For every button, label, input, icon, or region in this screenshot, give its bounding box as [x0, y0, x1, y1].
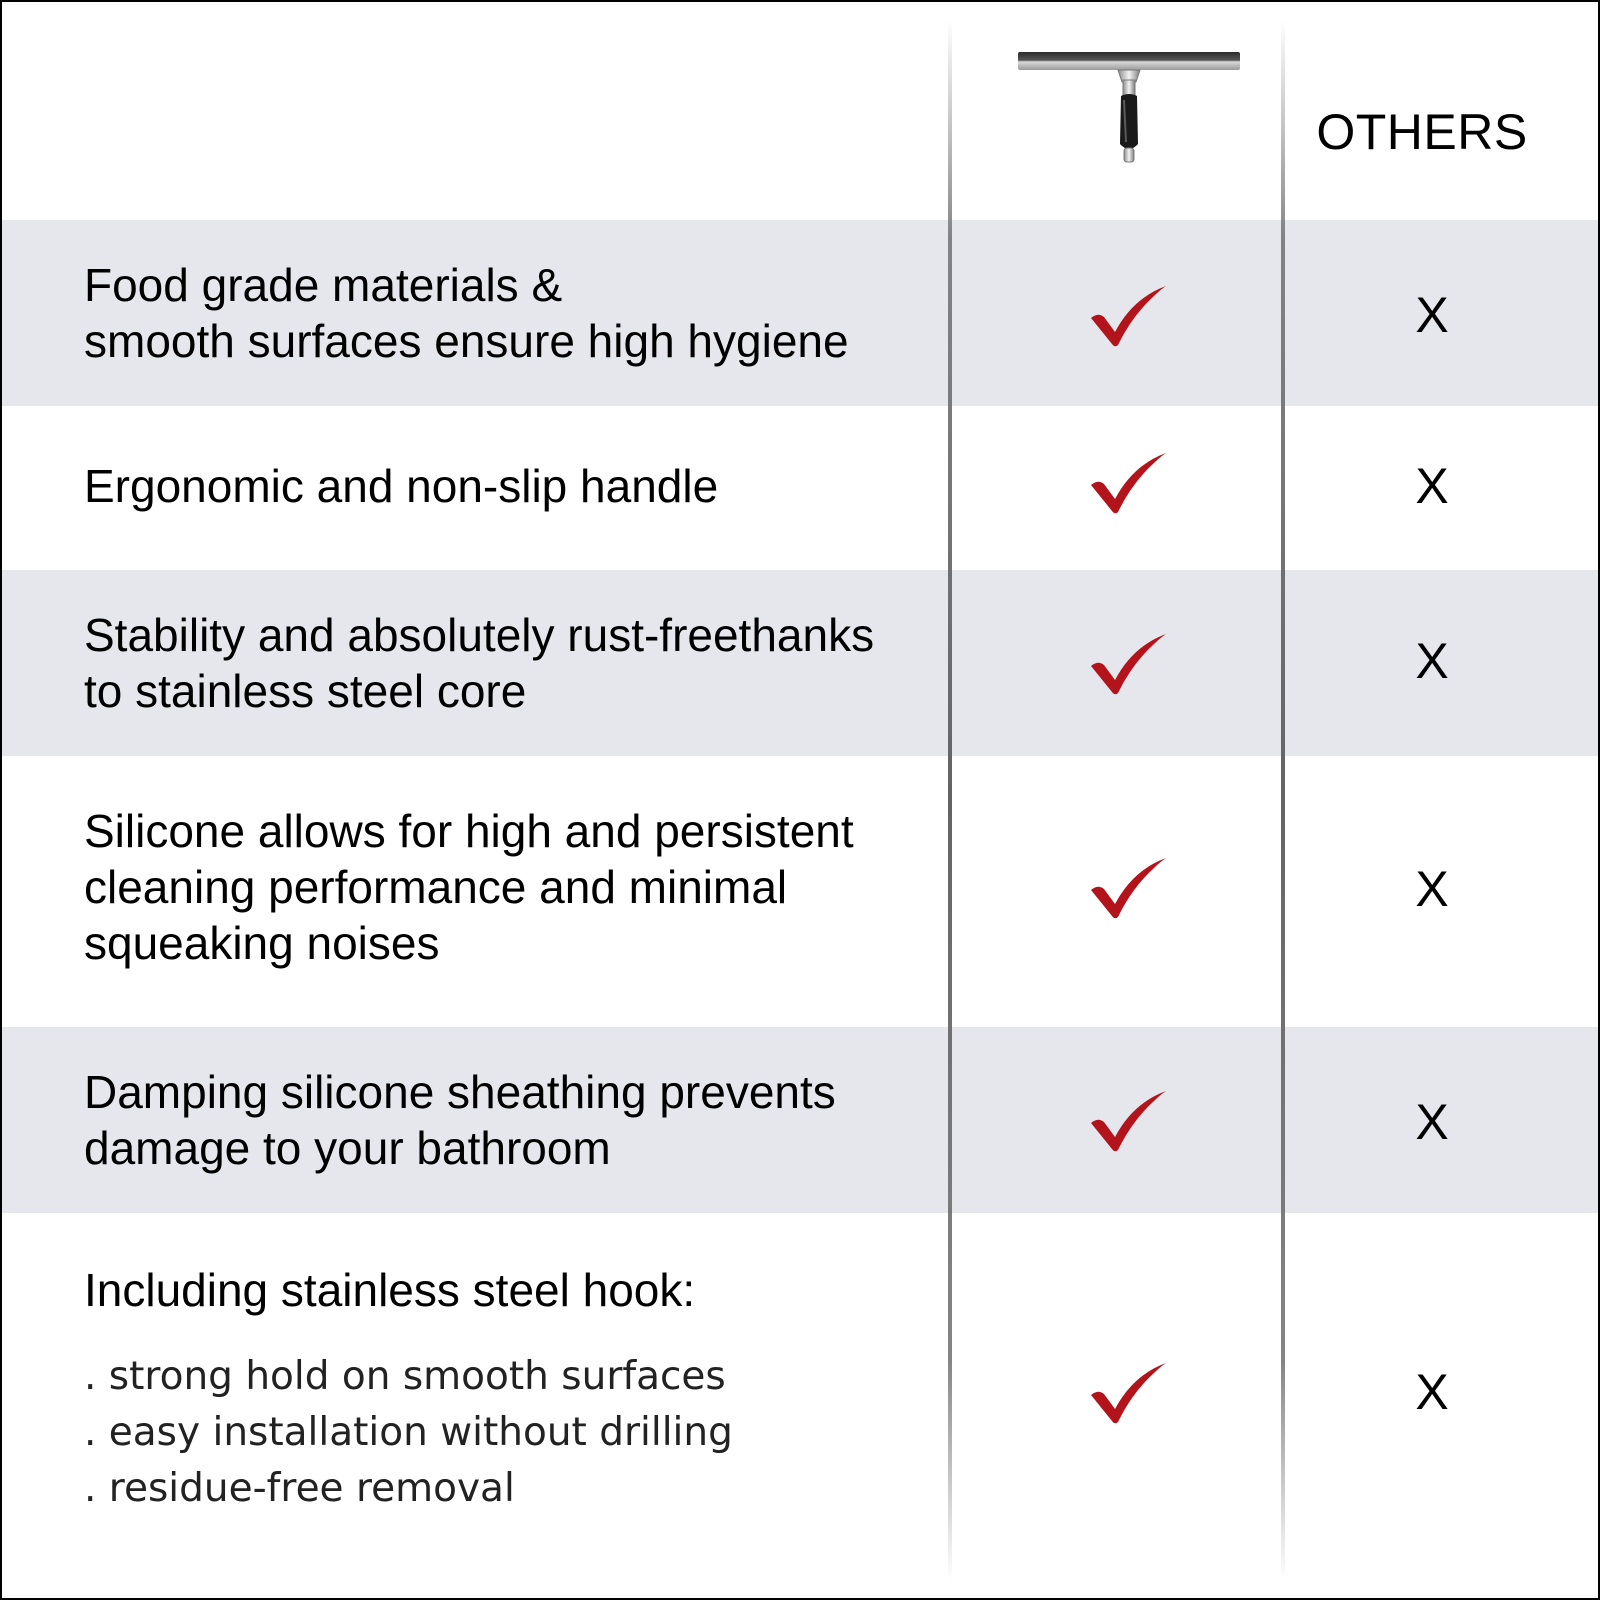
others-column-header: OTHERS — [1316, 104, 1528, 160]
feature-line: Including stainless steel hook: — [84, 1264, 696, 1316]
x-mark: X — [1415, 287, 1449, 343]
checkmark-icon — [1088, 1359, 1168, 1425]
feature-line: cleaning performance and minimal — [84, 861, 788, 913]
column-divider-right — [1281, 20, 1285, 1580]
squeegee-icon — [1014, 48, 1244, 178]
feature-text-6 — [84, 1262, 924, 1328]
checkmark-icon — [1088, 449, 1168, 515]
x-mark: X — [1415, 861, 1449, 917]
feature-text-2 — [84, 456, 924, 516]
checkmark-icon — [1088, 1087, 1168, 1153]
feature-line: to stainless steel core — [84, 665, 527, 717]
x-mark: X — [1415, 1364, 1449, 1420]
feature-text-4 — [84, 799, 924, 975]
feature-line: Silicone allows for high and persistent — [84, 805, 854, 857]
feature-line: squeaking noises — [84, 917, 440, 969]
hook-benefits-list — [84, 1349, 924, 1519]
feature-line: damage to your bathroom — [84, 1122, 611, 1174]
hook-benefit-item: . strong hold on smooth surfaces — [84, 1354, 726, 1399]
column-divider-left — [948, 20, 952, 1580]
feature-text-3 — [84, 602, 924, 724]
feature-line: Food grade materials & — [84, 259, 563, 311]
checkmark-icon — [1088, 282, 1168, 348]
x-mark: X — [1415, 458, 1449, 514]
hook-benefit-item: . residue-free removal — [84, 1466, 515, 1511]
x-mark: X — [1415, 633, 1449, 689]
checkmark-icon — [1088, 854, 1168, 920]
feature-text-5 — [84, 1059, 924, 1181]
feature-line: Ergonomic and non-slip handle — [84, 460, 719, 512]
feature-text-1 — [84, 252, 924, 374]
feature-line: Stability and absolutely rust-freethanks — [84, 609, 875, 661]
x-mark: X — [1415, 1094, 1449, 1150]
feature-line: smooth surfaces ensure high hygiene — [84, 315, 849, 367]
hook-benefit-item: . easy installation without drilling — [84, 1410, 733, 1455]
checkmark-icon — [1088, 630, 1168, 696]
feature-line: Damping silicone sheathing prevents — [84, 1066, 836, 1118]
